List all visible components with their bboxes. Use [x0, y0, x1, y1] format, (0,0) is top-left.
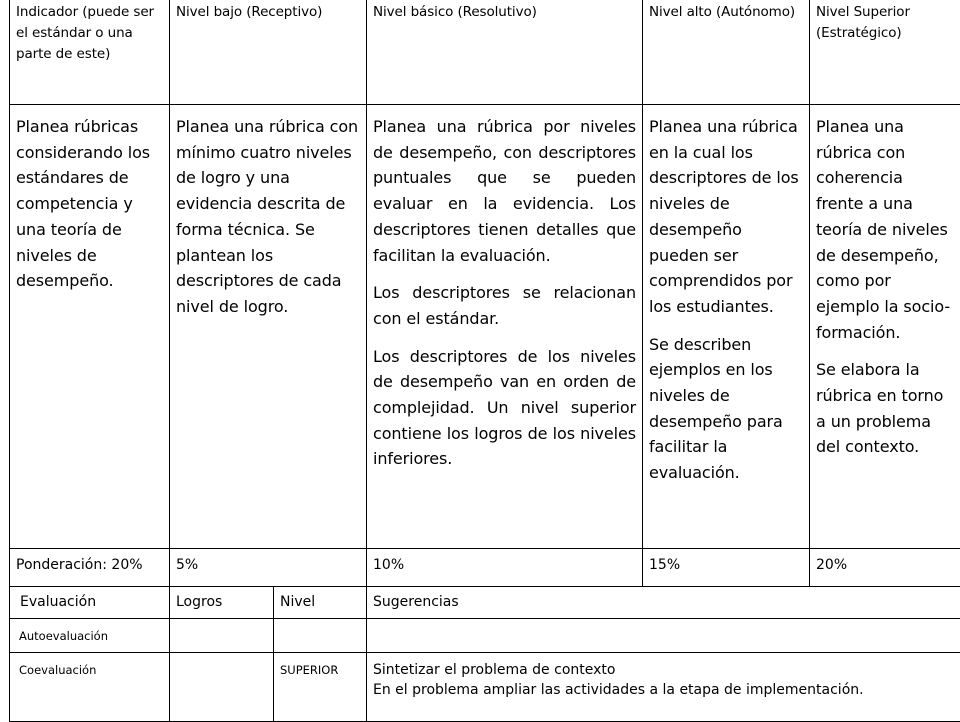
coevaluacion-sugerencias	[367, 653, 960, 722]
descriptor-basico	[367, 105, 643, 549]
indicator-text	[10, 105, 170, 549]
weight-basico: 10%	[367, 549, 643, 587]
weight-alto: 15%	[643, 549, 810, 587]
descriptor-basico-p3: Los descriptores de los niveles de desempeño van en orden de complejidad. Un nivel superior contiene los logros de los niveles inferiores.	[373, 344, 636, 473]
coevaluacion-label: Coevaluación	[10, 653, 170, 722]
coevaluacion-nivel: SUPERIOR	[274, 653, 367, 722]
sugerencia-2: En el problema ampliar las actividades a la etapa de implementación.	[373, 680, 954, 700]
coevaluacion-row	[10, 653, 960, 722]
weights-row	[10, 549, 960, 587]
indicator-header: Indicador (puede ser el estándar o una parte de este)	[10, 0, 170, 105]
autoevaluacion-label: Autoevaluación	[10, 619, 170, 653]
descriptor-superior-p2: Se elabora la rúbrica en torno a un problema del contexto.	[816, 357, 954, 460]
autoevaluacion-logros	[170, 619, 274, 653]
autoevaluacion-nivel	[274, 619, 367, 653]
descriptor-basico-p1: Planea una rúbrica por niveles de desempeño, con descriptores puntuales que se pueden evaluar en la evidencia. Los descriptores tienen detalles que facilitan la evaluación.	[373, 114, 636, 268]
descriptor-alto-p2: Se describen ejemplos en los niveles de desempeño para facilitar la evaluación.	[649, 332, 803, 486]
descriptor-superior	[810, 105, 960, 549]
descriptor-superior-p1: Planea una rúbrica con coherencia frente a una teoría de niveles de desempeño, como por ejemplo la socio-formación.	[816, 114, 954, 345]
weight-label: Ponderación: 20%	[10, 549, 170, 587]
evaluation-header: Evaluación	[10, 587, 170, 619]
level-header-alto: Nivel alto (Autónomo)	[643, 0, 810, 105]
weight-superior: 20%	[810, 549, 960, 587]
descriptor-bajo-p1: Planea una rúbrica con mínimo cuatro niveles de logro y una evidencia descrita de forma técnica. Se plantean los descriptores de cada nivel de logro.	[176, 114, 360, 320]
evaluation-header-row	[10, 587, 960, 619]
descriptor-row	[10, 105, 960, 549]
descriptor-bajo	[170, 105, 367, 549]
level-header-bajo: Nivel bajo (Receptivo)	[170, 0, 367, 105]
level-header-superior: Nivel Superior (Estratégico)	[810, 0, 960, 105]
indicator-paragraph: Planea rúbricas considerando los estándares de competencia y una teoría de niveles de desempeño.	[16, 114, 163, 294]
descriptor-alto-p1: Planea una rúbrica en la cual los descriptores de los niveles de desempeño pueden ser comprendidos por los estudiantes.	[649, 114, 803, 320]
weight-bajo: 5%	[170, 549, 367, 587]
descriptor-basico-p2: Los descriptores se relacionan con el estándar.	[373, 280, 636, 331]
autoevaluacion-sugerencias	[367, 619, 960, 653]
logros-header: Logros	[170, 587, 274, 619]
sugerencia-1: Sintetizar el problema de contexto	[373, 660, 954, 680]
autoevaluacion-row	[10, 619, 960, 653]
descriptor-alto	[643, 105, 810, 549]
level-header-basico: Nivel básico (Resolutivo)	[367, 0, 643, 105]
rubric-table	[9, 0, 960, 722]
coevaluacion-logros	[170, 653, 274, 722]
sugerencias-header: Sugerencias	[367, 587, 960, 619]
nivel-header: Nivel	[274, 587, 367, 619]
header-row	[10, 0, 960, 105]
